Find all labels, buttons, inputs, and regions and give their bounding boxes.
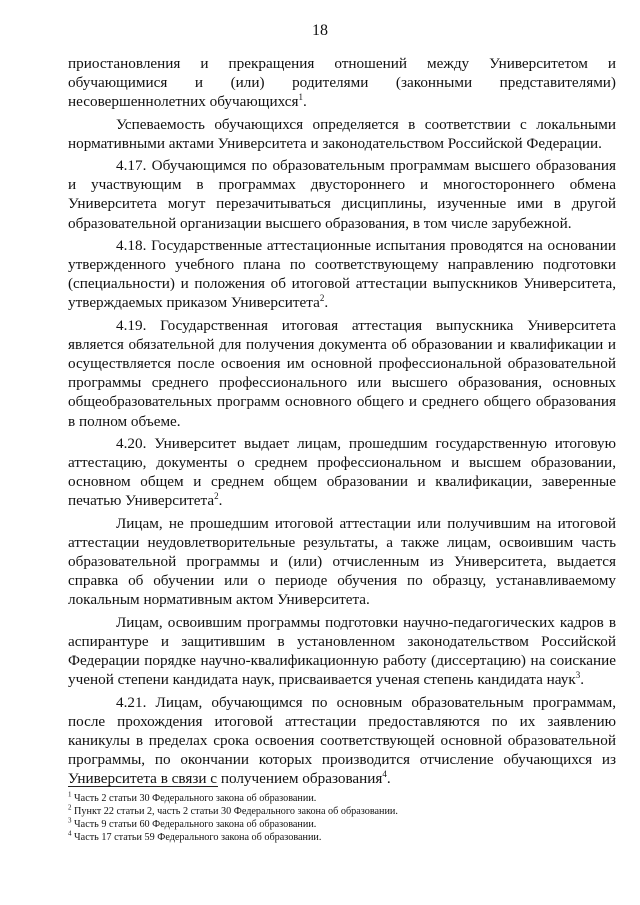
footnote-ref: 2 [214, 491, 219, 502]
footnote-4: $^4$ Часть 17 статьи 59 Федерального закона об образовании. [68, 829, 322, 843]
paragraph-4-19: 4.19. Государственная итоговая аттестация выпускника Университета является обязательной для получения документа об образовании и квалификации и осуществляется после освоения им основной профессиональной образовательной программы среднего профессионального или высшего образования, основных общеобразовательных программ основного общего и среднего общего образования в полном объеме. [68, 316, 616, 430]
paragraph-4-20: 4.20. Университет выдает лицам, прошедшим государственную итоговую аттестацию, документы о среднем профессиональном и высшем образовании, основном общем и среднем общем образовании и квалификации, заверенные печатью Университета$^2$. [68, 434, 616, 510]
footnote-1: $^1$ Часть 2 статьи 30 Федерального закона об образовании. [68, 790, 317, 804]
paragraph-certificate: Лицам, не прошедшим итоговой аттестации или получившим на итоговой аттестации неудовлетворительные результаты, а также лицам, освоившим часть образовательной программы и (или) отчисленным из Университета, выдается справка об обучении или о периоде обучения по образцу, устанавливаемому локальным нормативным актом Университета. [68, 514, 616, 609]
paragraph-phd: Лицам, освоившим программы подготовки научно-педагогических кадров в аспирантуре и защитившим в установленном законодательством Российской Федерации порядке научно-квалификационную работу (диссертацию) на соискание ученой степени кандидата наук, присваивается ученая степень кандидата наук$^3$. [68, 613, 616, 689]
footnote-ref: 3 [575, 670, 581, 681]
paragraph-4-18: 4.18. Государственные аттестационные испытания проводятся на основании утвержденного учебного плана по соответствующему направлению подготовки (специальности) и положения об итоговой аттестации выпускников Университета, утверждаемых приказом Университета$^2$. [68, 236, 616, 312]
footnote-separator [68, 786, 218, 787]
footnote-ref: 4 [382, 769, 387, 780]
paragraph-4-21: 4.21. Лицам, обучающимся по основным образовательным программам, после прохождения итоговой аттестации предоставляются по их заявлению каникулы в пределах срока освоения соответствующей основной образовательной программы, по окончании которых производится отчисление обучающихся из Университета в связи с получением образования$^4$. [68, 693, 616, 788]
footnote-ref: 1 [298, 92, 303, 103]
footnote-2: $^2$ Пункт 22 статьи 2, часть 2 статьи 30 Федерального закона об образовании. [68, 803, 398, 817]
paragraph-1: приостановления и прекращения отношений между Университетом и обучающимися и (или) родителями (законными представителями) несовершеннолетних обучающихся$^1$. [68, 55, 616, 111]
page-number: 18 [312, 22, 328, 39]
footnotes [68, 792, 616, 844]
footnote-ref: 2 [319, 293, 325, 304]
footnote-3: $^3$ Часть 9 статьи 60 Федерального закона об образовании. [68, 816, 317, 830]
body-text [68, 54, 616, 792]
paragraph-2: Успеваемость обучающихся определяется в соответствии с локальными нормативными актами Университета и законодательством Российской Федерации. [68, 115, 616, 152]
paragraph-4-17: 4.17. Обучающимся по образовательным программам высшего образования и участвующим в программах двустороннего и многостороннего обмена Университета могут перезачитываться дисциплины, изученные ими в другой образовательной организации высшего образования, в том числе зарубежной. [68, 157, 616, 232]
